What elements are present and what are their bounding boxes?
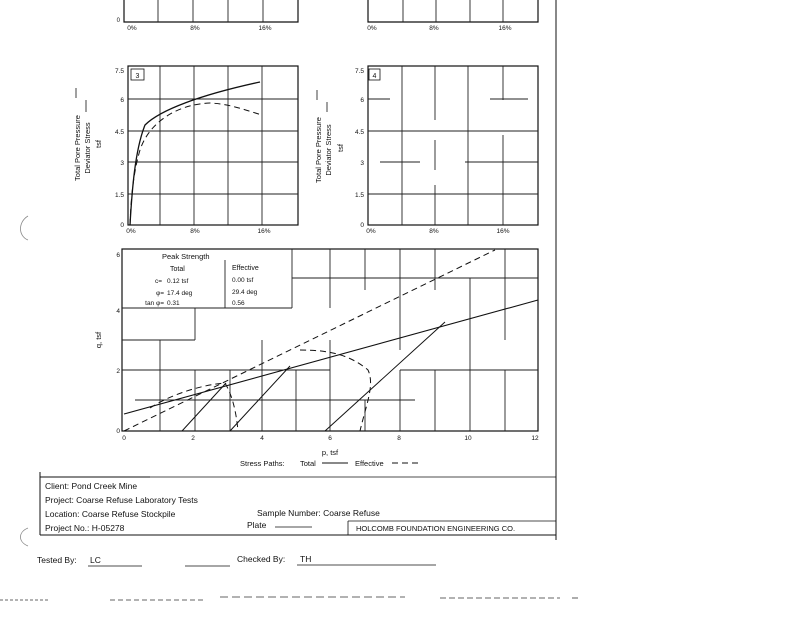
panel-4-xtick-2: 16% [496, 228, 510, 235]
qp-ytick-0: 0 [116, 428, 120, 435]
panel-3-xtick-0: 0% [126, 228, 136, 235]
panel-3-ytick-1.5: 1.5 [114, 192, 124, 199]
legend-total-label: Total [300, 459, 316, 468]
panel-3-xtick-1: 8% [190, 228, 200, 235]
qp-xtick-10: 10 [464, 435, 472, 442]
total-envelope-line [124, 300, 538, 414]
project-number-line: Project No.: H-05278 [45, 523, 125, 533]
panel-4-ytick-3: 3 [360, 160, 364, 167]
panel-4-ylabel-total: Total Pore Pressure [314, 117, 323, 183]
panel-3-xtick-2: 16% [257, 228, 271, 235]
qp-xtick-12: 12 [531, 435, 539, 442]
legend-effective-label: Effective [355, 459, 384, 468]
strength-row-phi-label: φ= [155, 290, 164, 297]
strength-title: Peak Strength [162, 252, 210, 261]
top-left-tick-2: 16% [258, 25, 272, 32]
strength-row-c-total: 0.12 tsf [167, 278, 189, 285]
location-line: Location: Coarse Refuse Stockpile [45, 509, 176, 519]
strength-row-tan-effective: 0.56 [232, 300, 245, 307]
signature-area [37, 554, 436, 566]
panel-4-frame [368, 66, 538, 225]
panel-3-ytick-3: 3 [120, 160, 124, 167]
panel-3 [73, 66, 298, 235]
top-right-tick-2: 16% [498, 25, 512, 32]
qp-plot [94, 249, 539, 468]
strength-row-tan-total: 0.31 [167, 300, 180, 307]
scan-artifact-lines [0, 597, 578, 600]
top-right-tick-1: 8% [429, 25, 439, 32]
panel-3-ytick-4.5: 4.5 [114, 129, 124, 136]
panel-4 [314, 66, 538, 235]
panel-3-ytick-7.5: 7.5 [114, 68, 124, 75]
qp-ytick-4: 4 [116, 308, 120, 315]
panel-4-ytick-7.5: 7.5 [354, 68, 364, 75]
qp-xtick-2: 2 [191, 435, 195, 442]
panel-4-ylabel-deviator: Deviator Stress [324, 124, 333, 176]
panel-4-ytick-4.5: 4.5 [354, 129, 364, 136]
qp-xtick-8: 8 [397, 435, 401, 442]
client-line: Client: Pond Creek Mine [45, 481, 138, 491]
panel-4-ytick-0: 0 [360, 222, 364, 229]
panel-3-ytick-0: 0 [120, 222, 124, 229]
checked-by-label: Checked By: [237, 554, 286, 564]
panel-3-ylabel-deviator: Deviator Stress [83, 122, 92, 174]
panel-4-number: 4 [372, 73, 377, 80]
tested-by-value: LC [90, 555, 101, 565]
project-line: Project: Coarse Refuse Laboratory Tests [45, 495, 198, 505]
strength-row-phi-effective: 29.4 deg [232, 289, 258, 296]
total-stress-path-3 [325, 322, 445, 431]
top-left-tick-1: 8% [190, 25, 200, 32]
tested-by-label: Tested By: [37, 555, 77, 565]
panel-4-xtick-0: 0% [366, 228, 376, 235]
panel-4-xtick-1: 8% [429, 228, 439, 235]
qp-xtick-0: 0 [122, 435, 126, 442]
total-stress-path-2 [230, 366, 290, 431]
strength-col-effective: Effective [232, 265, 259, 272]
plate-label: Plate [247, 520, 267, 530]
panel-4-ytick-1.5: 1.5 [354, 192, 364, 199]
strength-row-tan-label: tan φ= [145, 300, 164, 307]
punch-mark-2 [21, 528, 29, 546]
top-right-tick-0: 0% [367, 25, 377, 32]
punch-mark-1 [21, 216, 29, 240]
strength-col-total: Total [170, 266, 185, 273]
qp-xlabel: p, tsf [321, 448, 339, 457]
top-left-tick-0: 0% [127, 25, 137, 32]
panel-3-deviator-curve [130, 82, 260, 225]
legend-label: Stress Paths: [240, 459, 285, 468]
qp-xtick-6: 6 [328, 435, 332, 442]
panel-3-frame [128, 66, 298, 225]
panel-3-ytick-6: 6 [120, 97, 124, 104]
strength-row-c-effective: 0.00 tsf [232, 277, 254, 284]
qp-xtick-4: 4 [260, 435, 264, 442]
checked-by-value: TH [300, 554, 312, 564]
top-left-y0: 0 [116, 18, 120, 24]
qp-ytick-2: 2 [116, 368, 120, 375]
top-left-panel [117, 0, 298, 32]
qp-ytick-6: 6 [116, 252, 120, 259]
strength-row-phi-total: 17.4 deg [167, 290, 193, 297]
panel-3-ylabel-unit: tsf [94, 140, 103, 148]
strength-row-c-label: c= [154, 278, 162, 285]
title-block [40, 477, 556, 535]
panel-3-number: 3 [135, 73, 140, 80]
panel-3-ylabel-total: Total Pore Pressure [73, 115, 82, 181]
top-right-panel [367, 0, 538, 32]
panel-4-ytick-6: 6 [360, 97, 364, 104]
company-name: HOLCOMB FOUNDATION ENGINEERING CO. [356, 524, 516, 533]
qp-ylabel: q, tsf [94, 331, 103, 349]
sample-number-line: Sample Number: Coarse Refuse [257, 508, 380, 518]
panel-4-ylabel-unit: tsf [336, 144, 345, 152]
effective-stress-path-1 [150, 383, 238, 431]
